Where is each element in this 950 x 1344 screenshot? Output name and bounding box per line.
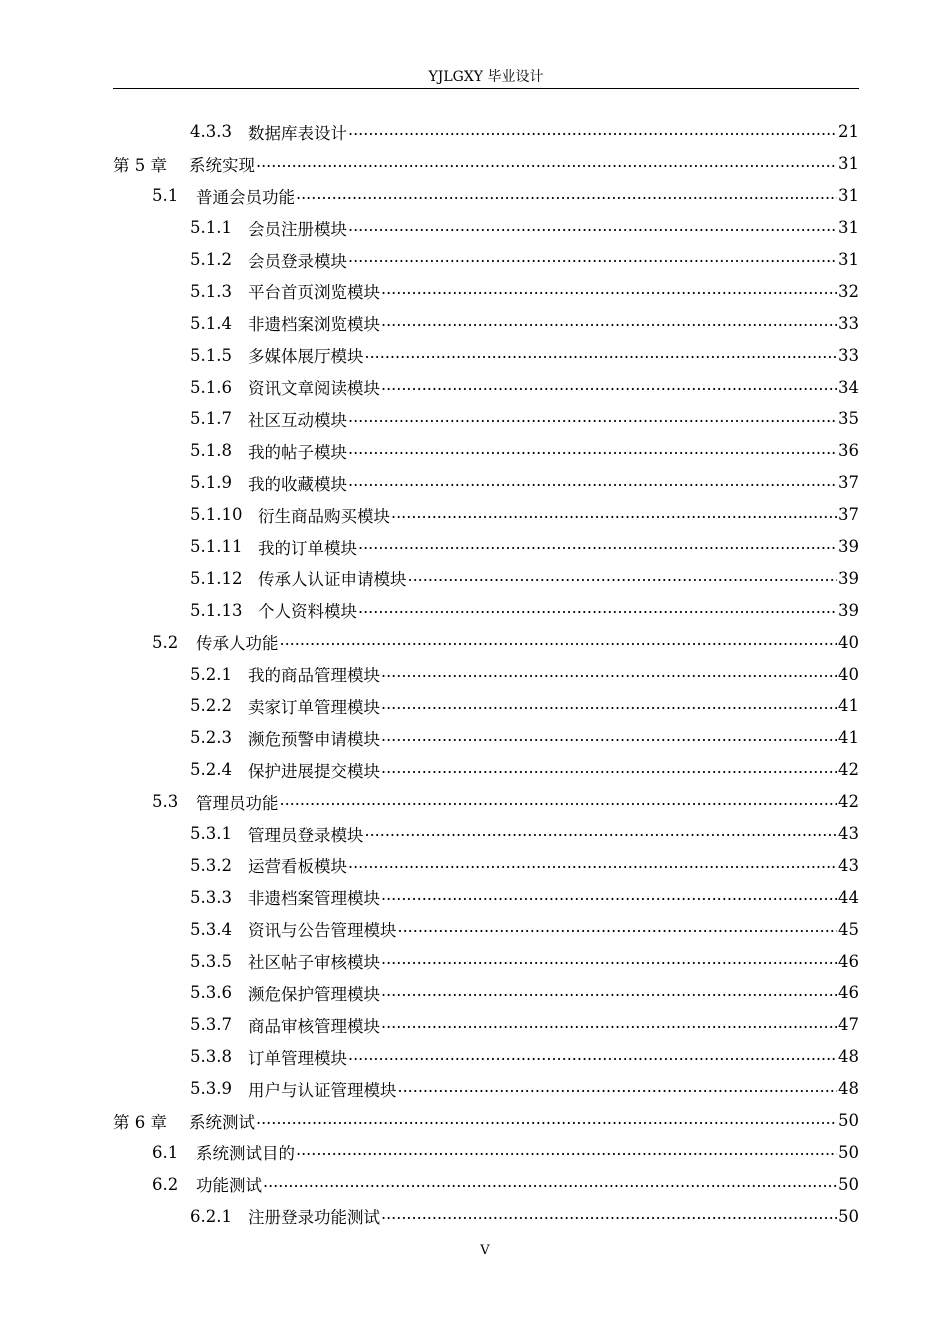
toc-entry-title: 资讯与公告管理模块	[248, 921, 397, 941]
toc-entry-number: 5.3.3	[190, 887, 232, 907]
toc-entry-number: 5.3.4	[190, 919, 232, 939]
toc-entry-page: 33	[838, 313, 859, 333]
toc-entry[interactable]	[113, 244, 859, 276]
toc-entry-title: 保护进展提交模块	[248, 761, 380, 781]
toc-entry-page: 43	[838, 855, 859, 875]
toc-entry-page: 21	[838, 122, 859, 142]
toc-entry-number: 5.1	[152, 186, 179, 206]
toc-entry-number: 5.3.7	[190, 1015, 232, 1035]
toc-entry[interactable]	[113, 658, 859, 690]
dot-leader	[381, 881, 837, 913]
toc-entry-page: 31	[838, 218, 859, 238]
toc-entry-number: 5.1.1	[190, 218, 232, 238]
toc-entry[interactable]	[113, 818, 859, 850]
dot-leader	[398, 1073, 838, 1105]
toc-entry-title: 平台首页浏览模块	[248, 283, 380, 303]
dot-leader	[398, 913, 838, 945]
toc-entry-page: 50	[838, 1174, 859, 1194]
toc-entry-number: 6.1	[152, 1142, 179, 1162]
toc-entry-title: 社区帖子审核模块	[248, 953, 380, 973]
toc-entry-page: 39	[838, 537, 859, 557]
toc-entry-number: 5.2.4	[190, 760, 232, 780]
toc-entry-title: 卖家订单管理模块	[248, 697, 380, 717]
toc-entry[interactable]	[113, 1200, 859, 1232]
toc-entry[interactable]	[113, 1009, 859, 1041]
toc-entry-title: 我的订单模块	[258, 538, 357, 558]
toc-entry-title: 我的商品管理模块	[248, 666, 380, 686]
toc-entry-page: 40	[838, 632, 859, 652]
toc-entry-page: 34	[838, 377, 859, 397]
dot-leader	[381, 977, 837, 1009]
toc-entry-title: 个人资料模块	[258, 602, 357, 622]
dot-leader	[348, 403, 837, 435]
toc-entry[interactable]	[113, 499, 859, 531]
toc-entry-title: 会员登录模块	[248, 251, 347, 271]
toc-entry-title: 数据库表设计	[248, 123, 347, 143]
toc-entry[interactable]	[113, 913, 859, 945]
dot-leader	[348, 435, 837, 467]
toc-entry-title: 管理员登录模块	[248, 825, 364, 845]
toc-entry[interactable]	[113, 467, 859, 499]
toc-entry-page: 41	[838, 696, 859, 716]
toc-entry[interactable]	[113, 849, 859, 881]
toc-entry[interactable]	[113, 754, 859, 786]
toc-entry[interactable]	[113, 786, 859, 818]
toc-entry-number: 5.2.2	[190, 696, 232, 716]
toc-entry-title: 功能测试	[196, 1176, 262, 1196]
toc-entry-number: 5.2.3	[190, 728, 232, 748]
toc-entry-page: 37	[838, 505, 859, 525]
table-of-contents	[113, 116, 859, 1232]
toc-entry[interactable]	[113, 722, 859, 754]
toc-entry[interactable]	[113, 531, 859, 563]
dot-leader	[348, 244, 837, 276]
toc-entry-title: 会员注册模块	[248, 219, 347, 239]
toc-entry-page: 44	[838, 887, 859, 907]
toc-entry-page: 41	[838, 728, 859, 748]
toc-entry-number: 5.1.10	[190, 505, 243, 525]
toc-entry-title: 用户与认证管理模块	[248, 1080, 397, 1100]
toc-entry-number: 5.3.9	[190, 1079, 232, 1099]
dot-leader	[358, 531, 837, 563]
toc-entry[interactable]	[113, 180, 859, 212]
toc-entry-number: 5.1.11	[190, 537, 243, 557]
toc-entry-title: 非遗档案管理模块	[248, 889, 380, 909]
toc-entry-title: 濒危保护管理模块	[248, 984, 380, 1004]
toc-entry-number: 5.1.9	[190, 473, 232, 493]
toc-entry-number: 6.2	[152, 1174, 179, 1194]
toc-entry-page: 35	[838, 409, 859, 429]
toc-entry-title: 普通会员功能	[196, 187, 295, 207]
toc-entry-title: 系统测试	[189, 1112, 255, 1132]
toc-entry[interactable]	[113, 116, 859, 148]
toc-entry-title: 非遗档案浏览模块	[248, 315, 380, 335]
toc-entry-number: 5.1.13	[190, 600, 243, 620]
dot-leader	[391, 499, 837, 531]
toc-entry-page: 46	[838, 951, 859, 971]
toc-entry-page: 31	[838, 250, 859, 269]
toc-entry[interactable]	[113, 1073, 859, 1105]
toc-entry-number: 5.1.8	[190, 441, 232, 461]
toc-entry-title: 濒危预警申请模块	[248, 729, 380, 749]
toc-entry-title: 我的帖子模块	[248, 442, 347, 462]
toc-entry-title: 多媒体展厅模块	[248, 347, 364, 367]
dot-leader	[381, 275, 837, 307]
toc-entry-number: 第 5 章	[113, 155, 167, 175]
toc-entry-number: 5.1.2	[190, 250, 232, 269]
dot-leader	[381, 371, 837, 403]
toc-entry-title: 订单管理模块	[248, 1048, 347, 1068]
toc-entry-title: 传承人认证申请模块	[258, 570, 407, 590]
toc-entry-page: 50	[838, 1206, 859, 1226]
toc-entry-title: 运营看板模块	[248, 857, 347, 877]
dot-leader	[358, 594, 837, 626]
dot-leader	[348, 1041, 837, 1073]
dot-leader	[280, 786, 838, 818]
toc-entry-title: 我的收藏模块	[248, 474, 347, 494]
dot-leader	[256, 148, 837, 180]
dot-leader	[348, 116, 837, 148]
toc-entry-number: 5.3.1	[190, 824, 232, 844]
toc-entry[interactable]	[113, 626, 859, 658]
dot-leader	[348, 212, 837, 244]
toc-entry-number: 5.3.8	[190, 1047, 232, 1067]
dot-leader	[263, 1168, 837, 1200]
toc-entry[interactable]	[113, 690, 859, 722]
toc-entry-number: 5.2	[152, 632, 179, 652]
toc-entry-title: 管理员功能	[196, 793, 279, 813]
toc-entry-page: 37	[838, 473, 859, 493]
toc-entry-number: 5.3.5	[190, 951, 232, 971]
toc-entry-page: 31	[838, 154, 859, 174]
dot-leader	[256, 1105, 837, 1137]
toc-entry[interactable]	[113, 435, 859, 467]
dot-leader	[381, 1200, 837, 1232]
toc-entry[interactable]	[113, 212, 859, 244]
toc-entry-number: 5.3.6	[190, 983, 232, 1003]
toc-entry-title: 系统测试目的	[196, 1144, 295, 1164]
toc-entry-number: 6.2.1	[190, 1206, 232, 1226]
toc-entry[interactable]	[113, 977, 859, 1009]
dot-leader	[381, 307, 837, 339]
toc-entry-page: 50	[838, 1111, 859, 1131]
dot-leader	[381, 658, 837, 690]
toc-entry-title: 资讯文章阅读模块	[248, 379, 380, 399]
toc-entry-page: 40	[838, 664, 859, 684]
toc-entry-page: 47	[838, 1015, 859, 1035]
dot-leader	[381, 722, 837, 754]
dot-leader	[381, 945, 837, 977]
toc-entry-number: 5.1.12	[190, 568, 243, 588]
toc-entry-number: 5.1.5	[190, 345, 232, 365]
toc-entry[interactable]	[113, 371, 859, 403]
toc-entry-page: 48	[838, 1079, 859, 1099]
dot-leader	[296, 180, 837, 212]
dot-leader	[381, 754, 837, 786]
toc-entry-title: 商品审核管理模块	[248, 1016, 380, 1036]
dot-leader	[365, 818, 838, 850]
toc-entry-number: 5.2.1	[190, 664, 232, 684]
toc-entry[interactable]	[113, 562, 859, 594]
toc-entry-title: 系统实现	[189, 155, 255, 175]
toc-entry[interactable]	[113, 275, 859, 307]
toc-entry[interactable]	[113, 594, 859, 626]
toc-entry-number: 5.3	[152, 792, 179, 812]
toc-entry-page: 31	[838, 186, 859, 206]
toc-entry-page: 46	[838, 983, 859, 1003]
toc-entry-title: 衍生商品购买模块	[258, 506, 390, 526]
toc-entry-number: 4.3.3	[190, 122, 232, 142]
toc-entry-title: 社区互动模块	[248, 410, 347, 430]
toc-entry-page: 42	[838, 760, 859, 780]
toc-entry-page: 36	[838, 441, 859, 461]
dot-leader	[381, 1009, 837, 1041]
toc-entry[interactable]	[113, 339, 859, 371]
toc-entry[interactable]	[113, 403, 859, 435]
toc-entry-page: 50	[838, 1142, 859, 1162]
toc-entry[interactable]	[113, 945, 859, 977]
toc-entry[interactable]	[113, 881, 859, 913]
dot-leader	[381, 690, 837, 722]
toc-entry-number: 5.1.4	[190, 313, 232, 333]
toc-entry-number: 5.1.7	[190, 409, 232, 429]
dot-leader	[348, 849, 837, 881]
toc-entry[interactable]	[113, 148, 859, 180]
toc-entry-title: 注册登录功能测试	[248, 1208, 380, 1228]
dot-leader	[296, 1137, 837, 1169]
toc-entry-page: 33	[838, 345, 859, 365]
toc-entry[interactable]	[113, 1041, 859, 1073]
toc-entry-title: 传承人功能	[196, 634, 279, 654]
toc-entry-page: 48	[838, 1047, 859, 1067]
toc-entry[interactable]	[113, 1105, 859, 1137]
dot-leader	[408, 562, 838, 594]
dot-leader	[365, 339, 838, 371]
toc-entry-page: 32	[838, 281, 859, 301]
toc-entry-number: 5.3.2	[190, 855, 232, 875]
dot-leader	[348, 467, 837, 499]
toc-entry-page: 39	[838, 568, 859, 588]
toc-entry-page: 45	[838, 919, 859, 939]
dot-leader	[280, 626, 838, 658]
toc-entry-number: 5.1.6	[190, 377, 232, 397]
toc-entry-number: 第 6 章	[113, 1112, 167, 1132]
page-header: YJLGXY 毕业设计	[113, 66, 859, 89]
toc-entry[interactable]	[113, 1137, 859, 1169]
page-number: V	[480, 1243, 490, 1258]
toc-entry[interactable]	[113, 307, 859, 339]
toc-entry-page: 39	[838, 600, 859, 620]
toc-entry-number: 5.1.3	[190, 281, 232, 301]
toc-entry-page: 43	[838, 824, 859, 844]
toc-entry[interactable]	[113, 1168, 859, 1200]
toc-entry-page: 42	[838, 792, 859, 812]
